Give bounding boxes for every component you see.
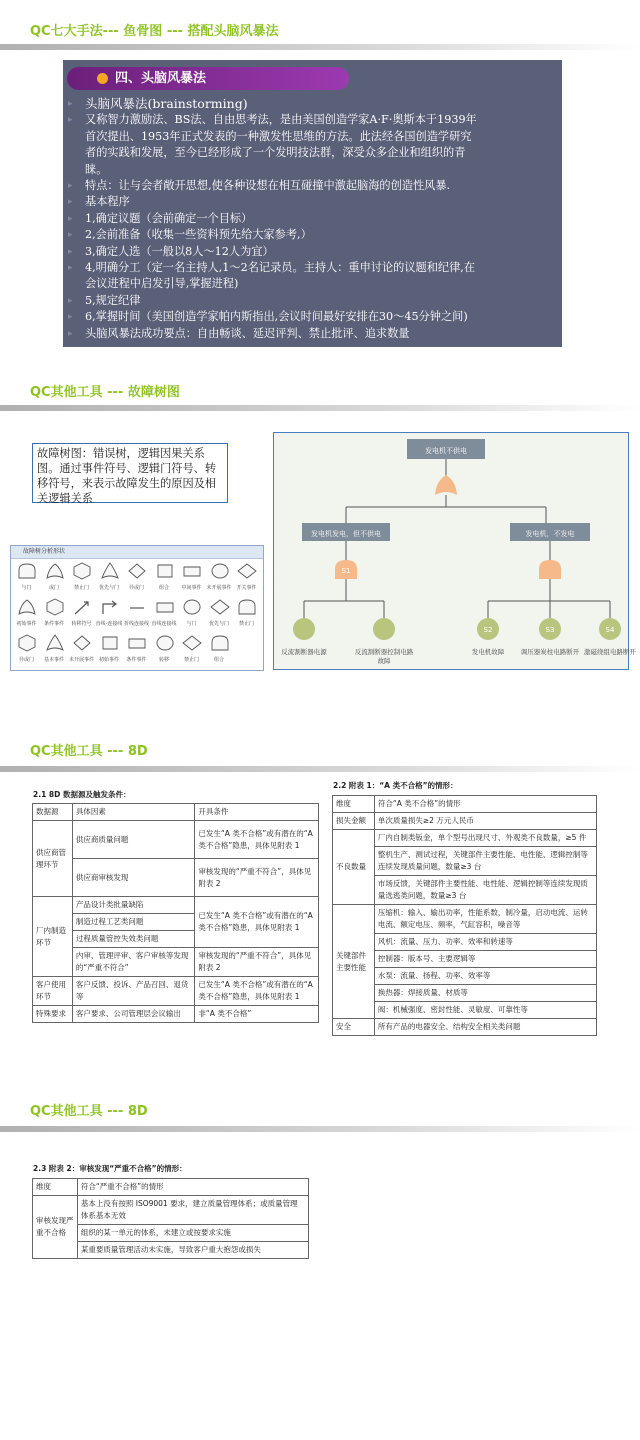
bullet-arrow-icon: ▸ <box>68 181 73 192</box>
table-cell: 供应商审核发现 <box>72 859 195 897</box>
table-cell: 厂内制造环节 <box>33 897 73 977</box>
shape-library-label: 转移符号 <box>71 621 92 627</box>
fault-tree-shape-icon <box>210 598 230 618</box>
table-cell: 产品设计类批量缺陷 <box>72 897 195 914</box>
shape-library-label: 条件事件 <box>126 657 147 663</box>
basic-event-label: 反流割断器电源 <box>281 648 327 656</box>
table-header: 数据源 <box>33 804 73 821</box>
shape-library-panel <box>10 545 264 671</box>
basic-event-id: S3 <box>545 626 555 634</box>
table-cell: 非“A 类不合格” <box>195 1006 319 1023</box>
mid-event-left-label: 发电机发电，但不供电 <box>311 530 381 538</box>
table-cell: 安全 <box>333 1019 375 1036</box>
slide-text-block <box>63 96 562 342</box>
table-23-caption: 2.3 附表 2：审核发现“严重不合格”的情形： <box>33 1164 187 1173</box>
fault-tree-shape-icon <box>237 598 257 618</box>
shape-library-item[interactable] <box>96 634 123 670</box>
fault-tree-shape-icon <box>72 598 92 618</box>
shape-library-item[interactable] <box>123 634 150 670</box>
shape-library-label: 条件事件 <box>43 621 64 627</box>
table-row <box>33 1179 309 1196</box>
table-row <box>33 1006 319 1023</box>
shape-library-item[interactable] <box>123 598 150 634</box>
slide-text: 头脑风暴法(brainstorming) <box>85 96 248 111</box>
slide-text-line <box>63 227 562 243</box>
table-cell: 符合“严重不合格”的情形 <box>77 1179 308 1196</box>
fault-tree-shape-icon <box>45 562 65 582</box>
shape-library-item[interactable] <box>41 562 68 598</box>
table-cell: 客户反馈、投诉、产品召回、退货等 <box>72 977 195 1006</box>
table-cell: 阀：机械强度、密封性能、灵敏度、可靠性等 <box>374 1002 596 1019</box>
shape-library-label: 或门 <box>48 585 59 591</box>
slide-text: 者的实践和发展，至今已经形成了一个发明技法群，深受众多企业和组织的青 <box>85 146 466 160</box>
slide-text-line <box>63 178 562 194</box>
table-cell: 换热器：焊接质量、材质等 <box>374 985 596 1002</box>
slide-text-line <box>63 162 562 178</box>
slide-text: 头脑风暴法成功要点：自由畅谈、延迟评判、禁止批评、追求数量 <box>85 326 410 340</box>
fault-tree-shape-icon <box>182 634 202 654</box>
table-cell: 已发生“A 类不合格”或有潜在的“A 类不合格”隐患，具体见附表 1 <box>195 897 319 948</box>
slide-text: 3,确定人选（一般以8人～12人为宜） <box>85 244 274 258</box>
basic-event-label: 反流割断器控制电路 <box>354 648 414 656</box>
table-cell: 整机生产、测试过程，关键部件主要性能、电性能、逻辑控制等连续发现质量问题，数量≥3 台 <box>374 847 596 876</box>
bullet-arrow-icon: ▸ <box>68 328 73 339</box>
slide-heading: 四、头脑风暴法 <box>115 71 207 86</box>
gate-left-label: S1 <box>341 567 351 575</box>
shape-library-label: 初始事件 <box>16 621 37 627</box>
fault-tree-shape-icon <box>72 562 92 582</box>
slide-text-line <box>63 244 562 260</box>
table-cell: 关键部件主要性能 <box>333 905 375 1019</box>
section-title-brainstorm: QC七大手法--- 鱼骨图 --- 搭配头脑风暴法 <box>30 24 279 39</box>
shape-library-label: 开关事件 <box>236 585 257 591</box>
table-row <box>333 905 597 934</box>
table-row <box>33 897 319 914</box>
fault-tree-shape-icon <box>127 634 147 654</box>
table-22-a-class-nonconformity <box>332 795 597 1036</box>
table-cell: 过程质量管控失效类问题 <box>72 931 195 948</box>
shape-library-item[interactable] <box>13 562 40 598</box>
mid-event-right-label: 发电机，不发电 <box>525 530 575 538</box>
fault-tree-shape-icon <box>155 598 175 618</box>
slide-text: 基本程序 <box>85 195 130 209</box>
table-23-severe-nonconformity <box>32 1178 309 1259</box>
table-cell: 客户使用环节 <box>33 977 73 1006</box>
slide-text-line <box>63 326 562 342</box>
shape-library-item[interactable] <box>151 562 178 598</box>
fault-tree-shape-icon <box>127 598 147 618</box>
basic-event-label: 调压器炭柱电路断开 <box>520 648 580 656</box>
slide-text-line <box>63 260 562 276</box>
bullet-arrow-icon: ▸ <box>68 213 73 224</box>
slide-text: 睐。 <box>85 162 108 176</box>
slide-text-line <box>63 194 562 210</box>
table-cell: 单次质量损失≥2 万元人民币 <box>374 813 596 830</box>
table-cell: 审核发现的“严重不符合”，具体见附表 2 <box>195 859 319 897</box>
section-title-8d-2: QC其他工具 --- 8D <box>30 1104 148 1119</box>
slide-text-line <box>63 211 562 227</box>
shape-library-label: 直线-连接线 <box>95 621 123 627</box>
shape-library-item[interactable] <box>68 562 95 598</box>
fault-tree-shape-icon <box>100 634 120 654</box>
fault-tree-svg <box>274 433 636 669</box>
shape-library-item[interactable] <box>41 598 68 634</box>
slide-text: 会议进程中启发引导,掌握进程) <box>85 277 239 291</box>
slide-text-line <box>63 145 562 161</box>
shape-library-item[interactable] <box>13 634 40 670</box>
bullet-arrow-icon: ▸ <box>68 312 73 323</box>
table-cell: 组织的某一单元的体系，未建立或按要求实施 <box>77 1225 308 1242</box>
table-cell: 压缩机：输入、输出功率，性能系数，制冷量，启动电流、运转电流、额定电压、频率，气缸容积，噪音等 <box>374 905 596 934</box>
bullet-arrow-icon: ▸ <box>68 230 73 241</box>
shape-library-title: 故障树分析形状 <box>11 546 263 559</box>
fault-tree-diagram <box>273 432 636 670</box>
table-row <box>33 804 319 821</box>
shape-library-item[interactable] <box>13 598 40 634</box>
shape-library-label: 与门 <box>186 621 197 627</box>
table-cell: 控制器：版本号、主要逻辑等 <box>374 951 596 968</box>
shape-library-label: 优先与门 <box>98 585 119 591</box>
slide-text: 1,确定议题（会前确定一个目标） <box>85 211 253 225</box>
table-row <box>333 1019 597 1036</box>
shape-library-item[interactable] <box>178 634 205 670</box>
table-cell: 所有产品的电器安全、结构安全相关类问题 <box>374 1019 596 1036</box>
table-cell: 维度 <box>333 796 375 813</box>
section-divider <box>0 1126 640 1132</box>
table-cell: 审核发现的“严重不符合”，具体见附表 2 <box>195 948 319 977</box>
table-cell: 已发生“A 类不合格”或有潜在的“A 类不合格”隐患，具体见附表 1 <box>195 977 319 1006</box>
table-row <box>33 977 319 1006</box>
shape-library-label: 组合 <box>213 657 224 663</box>
bullet-arrow-icon: ▸ <box>68 99 73 109</box>
table-21-caption: 2.1 8D 数据源及触发条件： <box>33 790 131 799</box>
table-row <box>333 813 597 830</box>
or-gate-icon <box>435 475 457 495</box>
table-cell: 客户要求、公司管理层会议输出 <box>72 1006 195 1023</box>
shape-library-label: 禁止门 <box>73 585 89 591</box>
section-divider <box>0 44 640 50</box>
slide-text: 5,规定纪律 <box>85 293 141 307</box>
shape-library-label: 未开展事件 <box>206 585 232 591</box>
table-cell: 不良数量 <box>333 830 375 905</box>
shape-library-item[interactable] <box>178 562 205 598</box>
fault-tree-shape-icon <box>100 562 120 582</box>
slide-text-line <box>63 112 562 128</box>
shape-library-label: 未开展事件 <box>68 657 94 663</box>
table-cell: 水泵：流量、扬程、功率、效率等 <box>374 968 596 985</box>
shape-library-item[interactable] <box>233 562 260 598</box>
section-divider <box>0 766 640 772</box>
table-cell: 损失金额 <box>333 813 375 830</box>
basic-event-circle <box>373 618 395 640</box>
shape-library-item[interactable] <box>68 634 95 670</box>
fault-tree-shape-icon <box>45 598 65 618</box>
bullet-arrow-icon: ▸ <box>68 295 73 306</box>
bullet-arrow-icon: ▸ <box>68 246 73 257</box>
table-row <box>333 830 597 847</box>
table-cell: 基本上没有按照 ISO9001 要求，建立质量管理体系；或质量管理体系基本无效 <box>77 1196 308 1225</box>
shape-library-label: 禁止门 <box>238 621 254 627</box>
slide-text-line <box>63 129 562 145</box>
table-cell: 某重要质量管理活动未实施，导致客户重大抱怨或损失 <box>77 1242 308 1259</box>
fault-tree-shape-icon <box>72 634 92 654</box>
slide-text: 特点：让与会者敞开思想,使各种设想在相互碰撞中激起脑海的创造性风暴. <box>85 179 451 193</box>
section-divider <box>0 405 640 411</box>
basic-event-label: 激磁绕组电路断开 <box>584 648 636 656</box>
brainstorm-slide <box>63 60 562 347</box>
slide-heading-bar <box>67 67 349 90</box>
shape-library-item[interactable] <box>151 634 178 670</box>
basic-event-circle <box>293 618 315 640</box>
bullet-dot-icon <box>97 73 108 84</box>
fault-tree-shape-icon <box>210 562 230 582</box>
basic-event-id: S2 <box>483 626 493 634</box>
table-cell: 供应商质量问题 <box>72 821 195 859</box>
fault-tree-shape-icon <box>155 562 175 582</box>
shape-library-label: 初始事件 <box>98 657 119 663</box>
shape-library-item[interactable] <box>233 598 260 634</box>
shape-library-item[interactable] <box>123 562 150 598</box>
table-cell: 制造过程工艺类问题 <box>72 914 195 931</box>
fault-tree-shape-icon <box>237 562 257 582</box>
table-header: 开具条件 <box>195 804 319 821</box>
table-cell: 维度 <box>33 1179 78 1196</box>
table-cell: 已发生“A 类不合格”或有潜在的“A 类不合格”隐患，具体见附表 1 <box>195 821 319 859</box>
shape-library-item[interactable] <box>206 598 233 634</box>
table-cell: 符合“A 类不合格”的情形 <box>374 796 596 813</box>
shape-library-item[interactable] <box>96 562 123 598</box>
shape-library-label: 异或门 <box>128 585 144 591</box>
table-cell: 厂内自制类钣金，单个型号出现尺寸、外观类不良数量，≥5 件 <box>374 830 596 847</box>
table-cell: 风机：流量、压力、功率、效率和转速等 <box>374 934 596 951</box>
shape-library-label: 直线连接线 <box>151 621 177 627</box>
slide-text: 4,明确分工（定一名主持人,1～2名记录员。主持人：重申讨论的议题和纪律,在 <box>85 261 476 275</box>
shape-library-label: 中间事件 <box>181 585 202 591</box>
slide-text: 2,会前准备（收集一些资料预先给大家参考,） <box>85 228 312 242</box>
basic-event-label: 故障 <box>377 657 391 665</box>
section-title-fault-tree: QC其他工具 --- 故障树图 <box>30 385 180 400</box>
table-row <box>33 948 319 977</box>
shape-library-label: 折线连接线 <box>123 621 149 627</box>
bullet-arrow-icon: ▸ <box>68 263 73 274</box>
shape-library-label: 与门 <box>21 585 32 591</box>
table-21-data-sources <box>32 803 319 1023</box>
shape-library-label: 组合 <box>158 585 169 591</box>
fault-tree-shape-icon <box>182 562 202 582</box>
slide-text-line <box>63 309 562 325</box>
table-cell: 市场反馈，关键部件主要性能、电性能、逻辑控制等连续发现质量选逃类问题，数量≥3 台 <box>374 876 596 905</box>
shape-library-label: 禁止门 <box>183 657 199 663</box>
shape-library-item[interactable] <box>206 634 233 670</box>
fault-tree-description: 故障树图：错误树，逻辑因果关系图。通过事件符号、逻辑门符号、转移符号，来表示故障发生的原因及相关逻辑关系 <box>32 443 228 503</box>
slide-text-line <box>63 96 562 112</box>
slide-text: 首次提出、1953年正式发表的一种激发性思维的方法。此法经各国创造学研究 <box>85 129 472 143</box>
fault-tree-shape-icon <box>17 598 37 618</box>
shape-library-item[interactable] <box>151 598 178 634</box>
basic-event-id: S4 <box>605 626 615 634</box>
table-cell: 审核发现严重不合格 <box>33 1196 78 1259</box>
slide-text-line <box>63 293 562 309</box>
table-cell: 内审、管理评审、客户审核等发现的“严重不符合” <box>72 948 195 977</box>
fault-tree-shape-icon <box>155 634 175 654</box>
slide-text-line <box>63 276 562 292</box>
shape-library-item[interactable] <box>206 562 233 598</box>
fault-tree-shape-icon <box>210 634 230 654</box>
fault-tree-shape-icon <box>127 562 147 582</box>
shape-library-label: 转移 <box>158 657 169 663</box>
section-title-8d: QC其他工具 --- 8D <box>30 744 148 759</box>
shape-library-label: 优先与门 <box>208 621 229 627</box>
and-gate-right-icon <box>539 560 561 579</box>
shape-library-item[interactable] <box>68 598 95 634</box>
slide-text: 又称智力激励法、BS法、自由思考法，是由美国创造学家A·F·奥斯本于1939年 <box>85 113 477 127</box>
table-header: 具体因素 <box>72 804 195 821</box>
slide-text: 6,掌握时间（美国创造学家帕内斯指出,会议时间最好安排在30～45分钟之间) <box>85 310 468 324</box>
fault-tree-shape-icon <box>182 598 202 618</box>
bullet-arrow-icon: ▸ <box>68 197 73 208</box>
fault-tree-shape-icon <box>45 634 65 654</box>
shape-library-item[interactable] <box>178 598 205 634</box>
table-row <box>333 796 597 813</box>
top-event-label: 发电机不供电 <box>425 447 467 455</box>
bullet-arrow-icon: ▸ <box>68 115 73 126</box>
fault-tree-shape-icon <box>17 634 37 654</box>
table-row <box>33 821 319 859</box>
table-cell: 特殊要求 <box>33 1006 73 1023</box>
fault-tree-shape-icon <box>17 562 37 582</box>
table-22-caption: 2.2 附表 1：“A 类不合格”的情形： <box>333 781 458 790</box>
table-cell: 供应商管理环节 <box>33 821 73 897</box>
table-row <box>33 1196 309 1225</box>
shape-library-item[interactable] <box>96 598 123 634</box>
table-row <box>33 859 319 897</box>
shape-library-label: 异或门 <box>18 657 34 663</box>
basic-event-label: 发电机故障 <box>471 648 505 656</box>
shape-library-item[interactable] <box>41 634 68 670</box>
shape-library-label: 基本事件 <box>43 657 64 663</box>
fault-tree-shape-icon <box>100 598 120 618</box>
